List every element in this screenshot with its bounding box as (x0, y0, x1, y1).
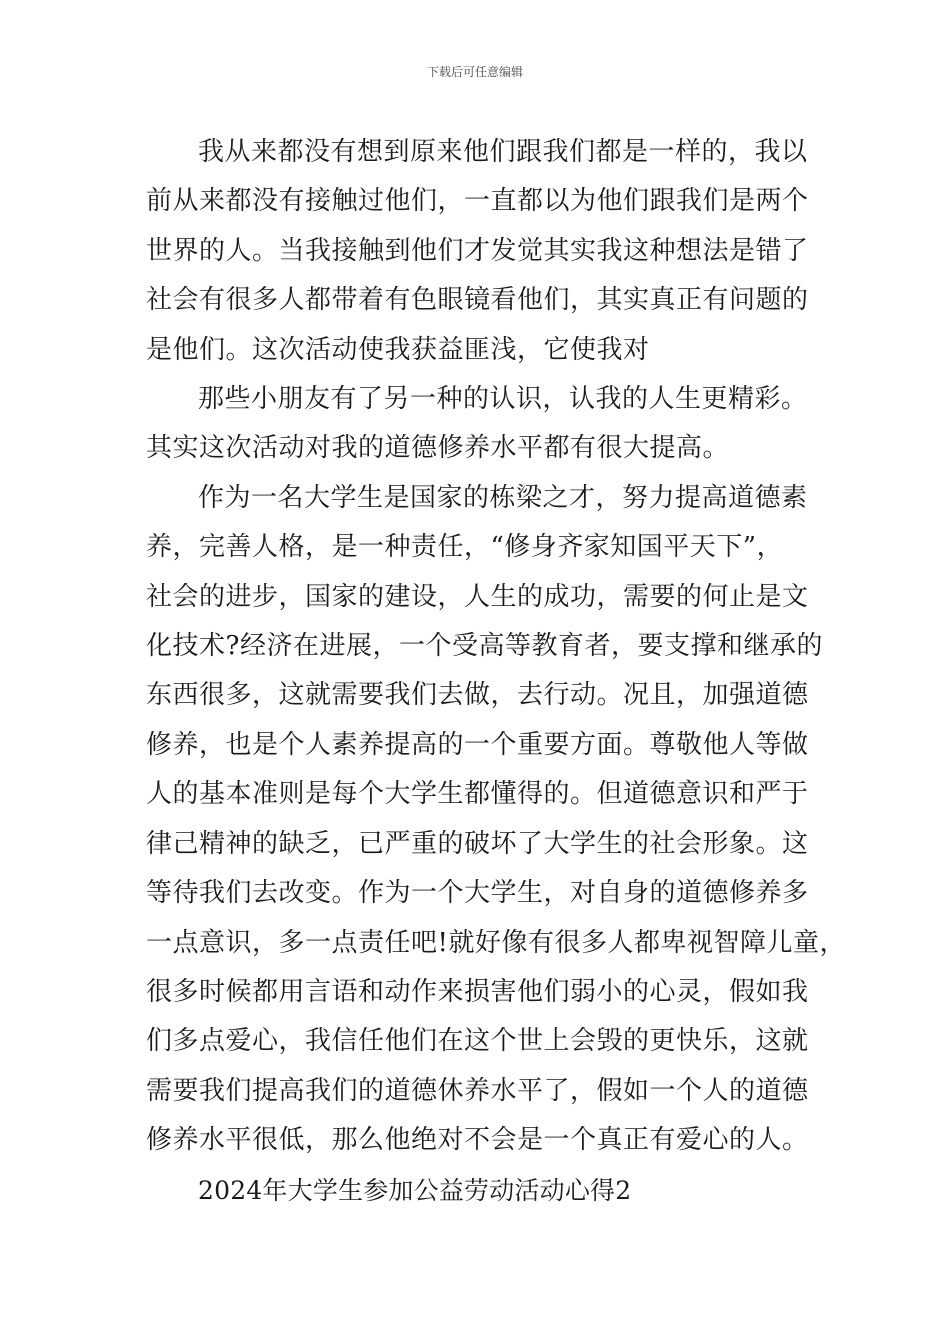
text-line: 化技术?经济在进展，一个受高等教育者，要支撑和继承的 (146, 631, 823, 662)
text-line: 社会有很多人都带着有色眼镜看他们，其实真正有问题的 (146, 285, 809, 316)
text-line: 前从来都没有接触过他们，一直都以为他们跟我们是两个 (146, 186, 809, 217)
paragraph-3 (146, 474, 846, 1166)
text-line: 养，完善人格，是一种责任，“修身齐家知国平天下”， (146, 532, 784, 563)
text-line: 修养，也是个人素养提高的一个重要方面。尊敬他人等做 (146, 729, 809, 760)
text-line: 们多点爱心，我信任他们在这个世上会毁的更快乐，这就 (146, 1026, 809, 1057)
text-line: 作为一名大学生是国家的栋梁之才，努力提高道德素 (198, 482, 808, 513)
text-line: 需要我们提高我们的道德休养水平了，假如一个人的道德 (146, 1075, 809, 1106)
text-line: 等待我们去改变。作为一个大学生，对自身的道德修养多 (146, 878, 809, 909)
text-line: 那些小朋友有了另一种的认识，认我的人生更精彩。 (198, 384, 808, 415)
document-body (146, 128, 846, 1215)
text-line: 是他们。这次活动使我获益匪浅，它使我对 (146, 334, 650, 365)
text-line: 社会的进步，国家的建设，人生的成功，需要的何止是文 (146, 581, 809, 612)
paragraph-1 (146, 128, 826, 375)
page-header-note: 下载后可任意编辑 (426, 65, 523, 79)
text-line: 一点意识，多一点责任吧!就好像有很多人都卑视智障儿童， (146, 927, 846, 958)
text-line: 东西很多，这就需要我们去做，去行动。况且，加强道德 (146, 680, 809, 711)
text-line: 律己精神的缺乏，已严重的破坏了大学生的社会形象。这 (146, 828, 809, 859)
text-line: 其实这次活动对我的道德修养水平都有很大提高。 (146, 433, 730, 464)
text-line: 人的基本准则是每个大学生都懂得的。但道德意识和严于 (146, 779, 809, 810)
text-line: 我从来都没有想到原来他们跟我们都是一样的，我以 (198, 137, 808, 167)
paragraph-2 (146, 375, 826, 474)
text-line: 很多时候都用言语和动作来损害他们弱小的心灵，假如我 (146, 976, 809, 1007)
section-heading: 2024年大学生参加公益劳动活动心得2 (198, 1175, 632, 1205)
text-line: 世界的人。当我接触到他们才发觉其实我这种想法是错了 (146, 235, 809, 266)
text-line: 修养水平很低，那么他绝对不会是一个真正有爱心的人。 (146, 1125, 809, 1156)
